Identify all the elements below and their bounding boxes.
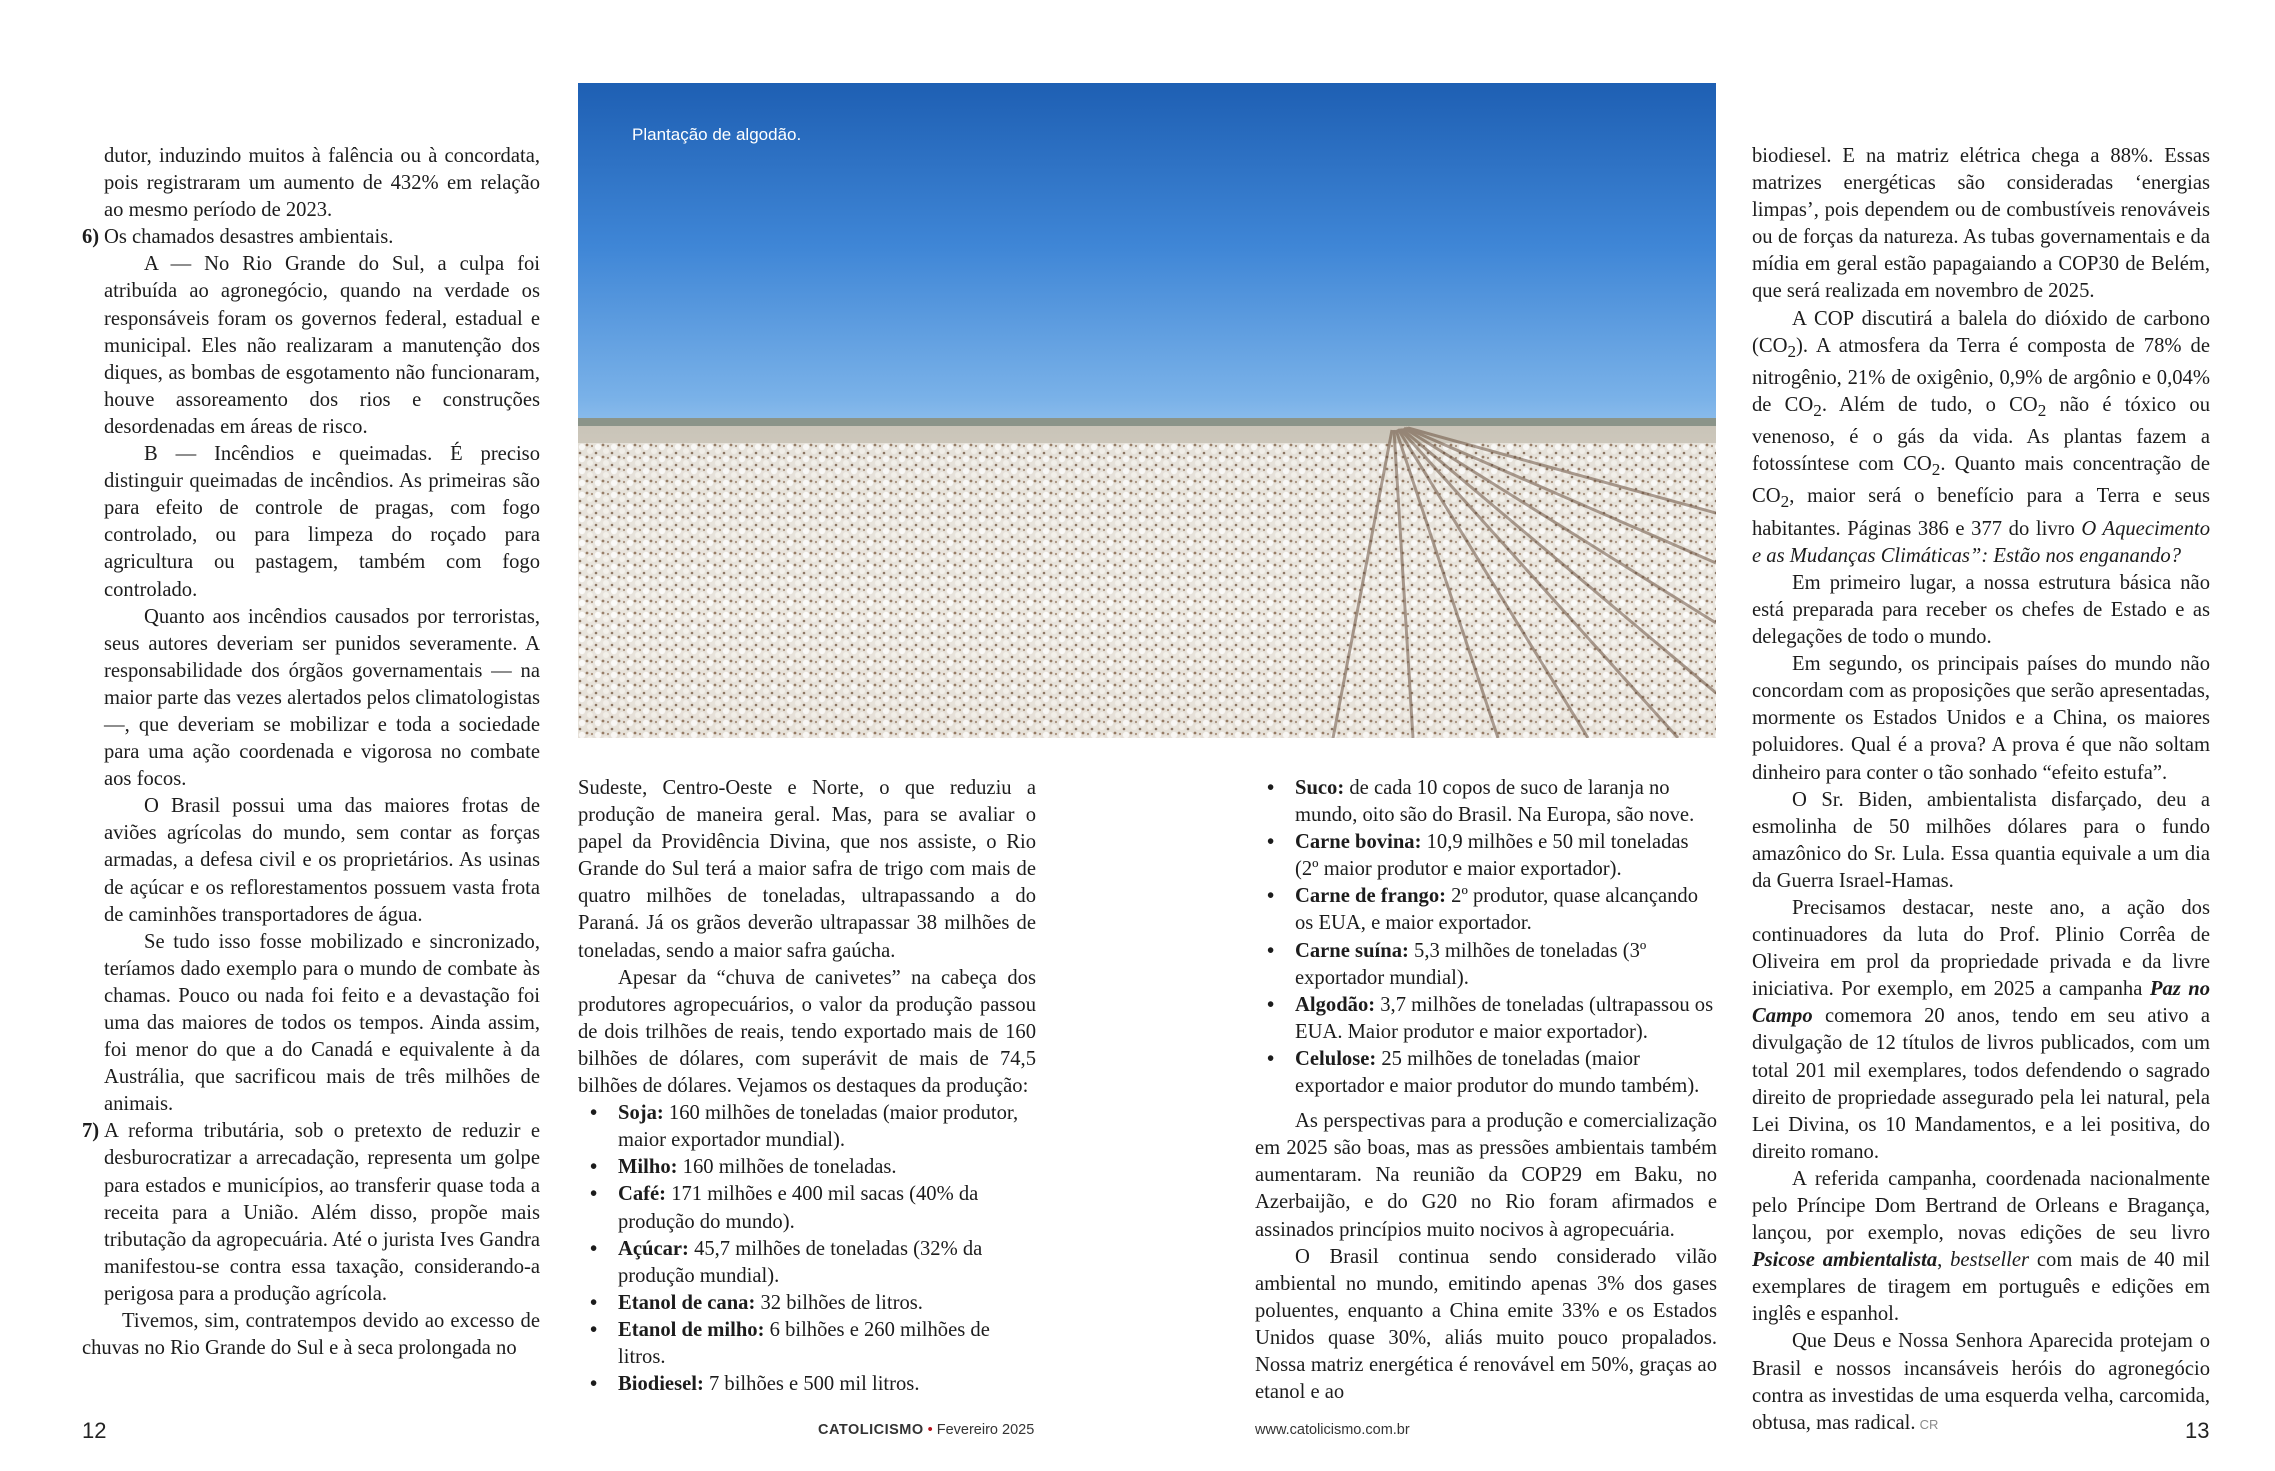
list-item [1255,829,1717,883]
item-label: Algodão: [1295,993,1376,1016]
separator-dot: • [927,1422,933,1438]
text-run: bestseller [1950,1249,2030,1272]
paragraph: Quanto aos incêndios causados por terroristas, seus autores deveriam ser punidos severamente. A responsabilidade dos órgãos governamentais — na maior parte das vezes alertados pelos climatologistas —, que deveriam se mobilizar e toda a sociedade para uma ação coordenada e vigorosa no combate aos focos. [104,605,540,791]
item-label: Café: [618,1183,667,1206]
item-label: Celulose: [1295,1047,1377,1070]
list-item [578,1371,1036,1398]
paragraph: Apesar da “chuva de canivetes” na cabeça dos produtores agropecuários, o valor da produção passou de dois trilhões de reais, tendo exportado mais de 160 bilhões de dólares, com superávit de mais de 74,5 bilhões de dólares. Vejamos os destaques da produção: [578,966,1036,1098]
item-text: 2º produtor, quase alcançando os EUA, e maior exportador. [1295,885,1699,935]
list-item [578,1100,1036,1154]
issue-date: Fevereiro 2025 [936,1422,1035,1438]
item-number: 7) [82,1120,100,1143]
text-run: . Quanto mais concentração de CO [1752,453,2210,508]
item-text: 32 bilhões de litros. [760,1291,923,1314]
paragraph: biodiesel. E na matriz elétrica chega a 88%. Essas matrizes energéticas são consideradas ‘energias limpas’, pois dependem ou de combustíveis renováveis ou de forças da natureza. As tubas governamentais e da mídia em geral estão papagaiando a COP30 de Belém, que será realizada em novembro de 2025. [1752,145,2210,303]
item-text: Os chamados desastres ambientais. [104,226,394,249]
item-label: Soja: [618,1102,664,1125]
page-number-left: 12 [82,1418,107,1443]
footer-website: www.catolicismo.com.br [1255,1422,1410,1438]
item-label: Etanol de milho: [618,1318,765,1341]
list-item [1255,1046,1717,1100]
text-run: A COP discutirá a balela do dióxido de carbono (CO [1752,307,2210,357]
footer-magazine [818,1422,1034,1438]
item-label: Suco: [1295,777,1345,799]
page-number-right: 13 [2185,1418,2210,1443]
text-run: não é tóxico ou venenoso, é o gás da vida. As plantas fazem a fotossíntese com CO [1752,393,2210,476]
paragraph: As perspectivas para a produção e comercialização em 2025 são boas, mas as pressões ambientais também aumentaram. Na reunião da COP29 em Baku, no Azerbaijão, e do G20 no Rio foram afirmados e assinados princípios muito nocivos à agropecuária. [1255,1110,1717,1241]
item-label: Açúcar: [618,1237,689,1260]
column-1 [82,143,540,1362]
item-text: 160 milhões de toneladas (maior produtor, maior exportador mundial). [618,1102,1019,1152]
item-text: 160 milhões de toneladas. [682,1156,897,1179]
item-text: 7 bilhões e 500 mil litros. [708,1373,920,1396]
cotton-field-photo [578,83,1716,738]
text-run: Que Deus e Nossa Senhora Aparecida protejam o Brasil e nossos incansáveis heróis do agronegócio contra as investidas de uma esquerda velha, carcomida, obtusa, mas radical. [1752,1330,2210,1434]
text-run: , [1937,1249,1951,1272]
paragraph: Em segundo, os principais países do mundo não concordam com as proposições que serão apresentadas, mormente os Estados Unidos e a China, os maiores poluidores. Qual é a prova? A prova é que não soltam dinheiro para conter o tão sonhado “efeito estufa”. [1752,653,2210,784]
item-label: Etanol de cana: [618,1291,756,1314]
list-item [578,1154,1036,1181]
paragraph [1752,1166,2210,1329]
list-item [1255,775,1717,829]
campaign-name: Paz no Campo [1752,978,2210,1028]
subscript: 2 [1813,401,1822,421]
item-text: 45,7 milhões de toneladas (32% da produção mundial). [618,1237,983,1287]
text-run: comemora 20 anos, tendo em seu ativo a divulgação de 12 títulos de livros publicados, com um total 201 mil exemplares, todos defendendo o sagrado direito de propriedade assegurado pela lei natural, pela Lei Divina, os 10 Mandamentos, e a lei positiva, do direito romano. [1752,1005,2210,1163]
item-label: Milho: [618,1156,678,1179]
paragraph: Tivemos, sim, contratempos devido ao excesso de chuvas no Rio Grande do Sul e à seca prolongada no [82,1310,540,1360]
list-item [1255,938,1717,992]
item-text: de cada 10 copos de suco de laranja no mundo, oito são do Brasil. Na Europa, são nove. [1295,777,1695,827]
list-item [1255,992,1717,1046]
item-label: Biodiesel: [618,1373,704,1396]
paragraph: O Sr. Biden, ambientalista disfarçado, deu a esmolinha de 50 milhões dólares para o fundo amazônico do Sr. Lula. Essa quantia equivale a um dia da Guerra Israel-Hamas. [1752,788,2210,892]
paragraph: dutor, induzindo muitos à falência ou à concordata, pois registraram um aumento de 432% em relação ao mesmo período de 2023. [104,145,540,222]
paragraph: Sudeste, Centro-Oeste e Norte, o que reduziu a produção de maneira geral. Mas, para se avaliar o papel da Providência Divina, que nos assiste, o Rio Grande do Sul terá a maior safra de trigo com mais de quatro milhões de toneladas, ultrapassando a do Paraná. Já os grãos deverão ultrapassar 38 milhões de toneladas, sendo a maior safra gaúcha. [578,777,1036,962]
item-label: Carne bovina: [1295,831,1422,854]
text-run: . Além de tudo, o CO [1821,393,2038,416]
book-title: O Aquecimento e as Mudanças Climáticas”: Estão nos enganando? [1752,517,2211,567]
text-run: ). A atmosfera da Terra é composta de 78% de nitrogênio, 21% de oxigênio, 0,9% de argônio e 0,04% de CO [1752,334,2210,416]
paragraph: Se tudo isso fosse mobilizado e sincronizado, teríamos dado exemplo para o mundo de combate às chamas. Pouco ou nada foi feito e a devastação foi uma das maiores de todos os tempos. Ainda assim, foi menor do que a do Canadá e equivalente à da Austrália, que sacrificou mais de três milhões de animais. [104,930,540,1116]
item-number: 6) [82,226,100,249]
subscript: 2 [1780,492,1790,512]
production-list-continued [1255,775,1717,1100]
paragraph: Em primeiro lugar, a nossa estrutura básica não está preparada para receber os chefes de Estado e as delegações de todo o mundo. [1752,571,2210,649]
column-3 [1255,775,1717,1406]
item-label: Carne de frango: [1295,885,1446,908]
item-label: Carne suína: [1295,939,1409,962]
list-item [578,1290,1036,1317]
subscript: 2 [1931,460,1941,480]
item-text: 25 milhões de toneladas (maior exportador e maior produtor do mundo também). [1295,1047,1700,1098]
list-item [578,1236,1036,1290]
subscript: 2 [2037,401,2047,421]
item-text: A reforma tributária, sob o pretexto de reduzir e desburocratizar a arrecadação, representa um golpe para estados e municípios, ao transferir quase toda a receita para a União. Além disso, propõe mais tributação da agropecuária. Até o jurista Ives Gandra manifestou-se contra essa taxação, considerando-a perigosa para a produção agrícola. [104,1120,540,1305]
item-text: 10,9 milhões e 50 mil toneladas (2º maior produtor e maior exportador). [1295,831,1689,881]
paragraph: A — No Rio Grande do Sul, a culpa foi atribuída ao agronegócio, quando na verdade os responsáveis foram os governos federal, estadual e municipal. Eles não realizaram a manutenção dos diques, as bombas de esgotamento não funcionaram, houve assoreamento dos rios e construções desordenadas em áreas de risco. [104,253,540,438]
paragraph [1752,306,2210,570]
paragraph: O Brasil possui uma das maiores frotas de aviões agrícolas do mundo, sem contar as forças armadas, a defesa civil e os proprietários. As usinas de açúcar e os reflorestamentos possuem vasta frota de caminhões transportadores de água. [104,795,540,926]
cotton-field-illustration [578,83,1716,738]
list-item-7 [82,1118,540,1308]
production-list [578,1100,1036,1398]
list-item [1255,883,1717,937]
paragraph [1752,1328,2210,1437]
paragraph [1752,895,2210,1166]
item-text: 5,3 milhões de toneladas (3º exportador mundial). [1295,939,1647,989]
item-text: 6 bilhões e 260 milhões de litros. [618,1318,990,1368]
column-2 [578,775,1036,1398]
text-run: , maior será o benefício para a Terra e seus habitantes. Páginas 386 e 377 do livro [1752,485,2210,540]
text-run: A referida campanha, coordenada nacionalmente pelo Príncipe Dom Bertrand de Orleans e Bragança, lançou, por exemplo, novas edições de seu livro [1752,1167,2210,1245]
book-title: Psicose ambientalista [1752,1249,1938,1272]
magazine-name: CATOLICISMO [818,1422,924,1438]
paragraph: O Brasil continua sendo considerado vilão ambiental no mundo, emitindo apenas 3% dos gases poluentes, enquanto a China emite 33% e os Estados Unidos quase 30%, aliás muito pouco propalados. Nossa matriz energética é renovável em 50%, graças ao etanol e ao [1255,1245,1717,1404]
photo-caption: Plantação de algodão. [632,125,802,144]
item-text: 3,7 milhões de toneladas (ultrapassou os EUA. Maior produtor e maior exportador). [1295,993,1714,1043]
subscript: 2 [1787,341,1797,361]
item-text: 171 milhões e 400 mil sacas (40% da produção do mundo). [618,1183,979,1233]
paragraph: B — Incêndios e queimadas. É preciso distinguir queimadas de incêndios. As primeiras são para efeito de controle de pragas, com fogo controlado, ou para limpeza do roçado para agricultura ou pastagem, também com fogo controlado. [104,443,540,601]
list-item [578,1317,1036,1371]
text-run: Precisamos destacar, neste ano, a ação dos continuadores da luta do Prof. Plinio Corrêa de Oliveira em prol da propriedade privada e da livre iniciativa. Por exemplo, em 2025 a campanha [1752,896,2210,1001]
list-item-6 [82,224,540,251]
column-4 [1752,143,2210,1438]
text-run: com mais de 40 mil exemplares de tiragem em português e edições em inglês e espanhol. [1752,1249,2210,1326]
list-item [578,1181,1036,1235]
end-mark-icon: CR [1919,1416,1939,1432]
